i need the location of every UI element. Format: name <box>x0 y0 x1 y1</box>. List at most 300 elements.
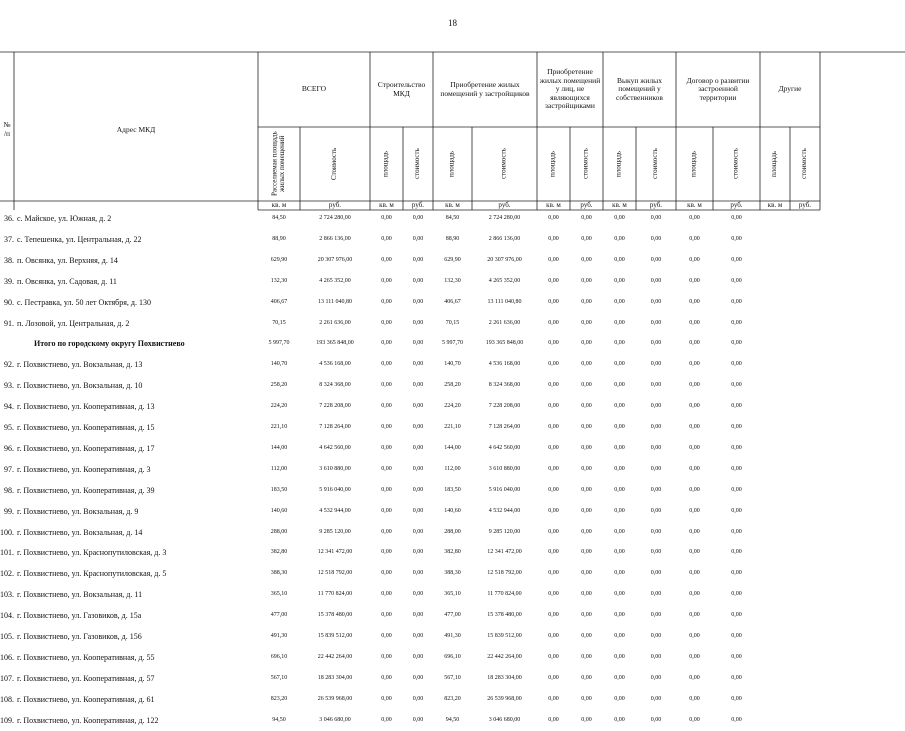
value-cell: 0,00 <box>548 319 559 326</box>
value-cell: 0,00 <box>581 382 592 389</box>
table-row <box>0 396 905 417</box>
value-cell: 0,00 <box>381 695 392 702</box>
value-cell: 3 046 680,00 <box>488 716 521 723</box>
value-cell: 0,00 <box>731 633 742 639</box>
value-cell: 0,00 <box>381 235 392 242</box>
value-cell: 4 532 944,00 <box>319 507 351 514</box>
value-cell: 0,00 <box>412 319 424 326</box>
value-cell: 382,80 <box>444 549 461 556</box>
value-cell: 0,00 <box>412 361 424 368</box>
value-cell: 0,00 <box>548 570 559 577</box>
address-cell <box>0 229 142 250</box>
value-cell: 0,00 <box>381 716 392 723</box>
value-cell: 0,00 <box>548 215 559 221</box>
header-group-total: ВСЕГО <box>301 84 327 94</box>
value-cell: 0,00 <box>614 444 625 451</box>
value-cell: 0,00 <box>412 674 424 681</box>
value-cell: 12 518 792,00 <box>487 570 522 577</box>
subheader-cost: стоимость <box>651 148 660 180</box>
unit-cell: руб. <box>580 201 593 209</box>
value-cell: 0,00 <box>581 528 592 535</box>
value-cell: 629,90 <box>270 256 288 263</box>
value-cell: 0,00 <box>548 486 559 493</box>
value-cell: 4 536 168,00 <box>319 361 351 368</box>
address-cell <box>0 501 138 522</box>
value-cell: 0,00 <box>689 695 700 702</box>
value-cell: 0,00 <box>412 549 424 556</box>
value-cell: 477,00 <box>270 612 288 619</box>
value-cell: 0,00 <box>548 465 559 472</box>
value-cell: 0,00 <box>614 507 625 514</box>
header-group-non-developers: Приобретение жилых помещений у лиц, не являющихся застройщиками <box>539 66 601 111</box>
unit-cell: руб. <box>649 201 663 209</box>
subheader-cost: стоимость <box>731 148 740 180</box>
value-cell: 0,00 <box>614 716 625 723</box>
row-number: 102. <box>0 569 14 579</box>
subheader-area: площадь <box>447 151 456 177</box>
value-cell: 0,00 <box>581 570 592 577</box>
unit-cell: кв. м <box>379 201 394 209</box>
value-cell: 0,00 <box>650 298 662 305</box>
value-cell: 0,00 <box>548 507 559 514</box>
address-text: п. Овсянка, ул. Верхняя, д. 14 <box>17 255 118 265</box>
value-cell: 0,00 <box>614 235 625 242</box>
value-cell: 0,00 <box>614 633 625 639</box>
value-cell: 0,00 <box>689 361 700 368</box>
value-cell: 0,00 <box>731 235 742 242</box>
value-cell: 0,00 <box>412 256 424 263</box>
value-cell: 0,00 <box>689 612 700 619</box>
value-cell: 0,00 <box>689 486 700 493</box>
value-cell: 0,00 <box>614 403 625 410</box>
address-cell <box>0 542 166 563</box>
table-row <box>0 584 905 605</box>
value-cell: 0,00 <box>650 277 662 284</box>
table-row <box>0 229 905 250</box>
value-cell: 0,00 <box>548 549 559 556</box>
value-cell: 491,30 <box>444 633 461 639</box>
value-cell: 0,00 <box>731 591 742 598</box>
value-cell: 94,50 <box>445 716 460 723</box>
value-cell: 0,00 <box>412 486 424 493</box>
address-text: Итого по городскому округу Похвистнево <box>34 339 185 349</box>
value-cell: 224,20 <box>270 403 288 410</box>
address-text: г. Похвистнево, ул. Газовиков, д. 15а <box>17 611 142 621</box>
address-text: г. Похвистнево, ул. Кооперативная, д. 55 <box>17 652 155 662</box>
value-cell: 0,00 <box>614 298 625 305</box>
value-cell: 0,00 <box>650 424 662 430</box>
address-text: с. Майское, ул. Южная, д. 2 <box>17 214 112 223</box>
value-cell: 0,00 <box>548 528 559 535</box>
address-text: г. Похвистнево, ул. Кооперативная, д. 13 <box>17 402 155 412</box>
value-cell: 15 839 512,00 <box>317 633 353 639</box>
value-cell: 365,10 <box>270 591 288 598</box>
value-cell: 20 307 976,00 <box>487 256 522 263</box>
table-row <box>0 417 905 438</box>
value-cell: 112,00 <box>444 465 461 472</box>
address-cell <box>0 250 118 271</box>
value-cell: 0,00 <box>614 361 625 368</box>
value-cell: 258,20 <box>270 382 288 389</box>
value-cell: 0,00 <box>731 486 742 493</box>
value-cell: 70,15 <box>445 319 460 326</box>
value-cell: 365,10 <box>444 591 461 598</box>
table-row <box>0 480 905 501</box>
row-number: 107. <box>0 673 14 683</box>
table-row <box>0 438 905 459</box>
value-cell: 4 642 560,00 <box>319 444 351 451</box>
row-number: 101. <box>0 548 14 558</box>
value-cell: 0,00 <box>689 215 700 221</box>
value-cell: 0,00 <box>412 444 424 451</box>
value-cell: 84,50 <box>445 215 460 221</box>
header-group-development-agreement: Договор о развитии застроенной территории <box>686 75 750 102</box>
value-cell: 4 265 352,00 <box>319 277 351 284</box>
value-cell: 0,00 <box>731 424 742 430</box>
value-cell: 0,00 <box>731 277 742 284</box>
address-text: г. Похвистнево, ул. Вокзальная, д. 14 <box>17 527 143 537</box>
table-row <box>0 208 905 229</box>
value-cell: 0,00 <box>689 570 700 577</box>
value-cell: 0,00 <box>581 340 592 347</box>
address-cell <box>0 396 155 417</box>
subheader-area: площадь <box>770 151 779 177</box>
address-text: г. Похвистнево, ул. Кооперативная, д. 61 <box>17 694 155 704</box>
value-cell: 0,00 <box>650 256 662 263</box>
value-cell: 0,00 <box>381 591 392 598</box>
subheader-cost: стоимость <box>800 148 809 180</box>
value-cell: 0,00 <box>381 382 392 389</box>
row-number: 93. <box>4 381 14 391</box>
row-number: 98. <box>4 485 14 495</box>
value-cell: 0,00 <box>650 612 662 619</box>
value-cell: 0,00 <box>381 298 392 305</box>
page-number: 18 <box>448 18 457 28</box>
row-number: 99. <box>4 506 14 516</box>
row-number: 109. <box>0 715 14 725</box>
value-cell: 0,00 <box>689 653 700 660</box>
value-cell: 0,00 <box>581 549 592 556</box>
header-group-other: Другие <box>778 84 802 94</box>
value-cell: 132,30 <box>444 277 461 284</box>
value-cell: 0,00 <box>548 716 559 723</box>
value-cell: 0,00 <box>548 256 559 263</box>
value-cell: 12 341 472,00 <box>487 549 522 556</box>
value-cell: 0,00 <box>581 424 592 430</box>
value-cell: 0,00 <box>731 319 742 326</box>
address-text: г. Похвистнево, ул. Газовиков, д. 156 <box>17 632 142 641</box>
value-cell: 696,10 <box>270 653 288 660</box>
value-cell: 0,00 <box>650 235 662 242</box>
value-cell: 11 770 824,00 <box>317 591 353 598</box>
value-cell: 132,30 <box>270 277 288 284</box>
value-cell: 0,00 <box>614 424 625 430</box>
value-cell: 0,00 <box>614 695 625 702</box>
address-cell <box>0 710 159 731</box>
value-cell: 0,00 <box>412 528 424 535</box>
table-row <box>0 689 905 710</box>
value-cell: 0,00 <box>731 528 742 535</box>
value-cell: 0,00 <box>689 298 700 305</box>
row-number: 104. <box>0 611 14 621</box>
value-cell: 477,00 <box>444 612 461 619</box>
value-cell: 7 228 208,00 <box>488 403 521 410</box>
address-cell <box>0 375 142 396</box>
subheader-cost: Стоимость <box>330 147 339 181</box>
value-cell: 0,00 <box>614 528 625 535</box>
value-cell: 15 378 480,00 <box>487 612 522 619</box>
unit-cell: руб. <box>498 201 511 209</box>
table-row <box>0 522 905 543</box>
subheader-area: площадь <box>689 151 698 177</box>
header-group-developers: Приобретение жилых помещений у застройщиков <box>440 79 530 98</box>
value-cell: 0,00 <box>381 570 392 577</box>
value-cell: 0,00 <box>689 424 700 430</box>
value-cell: 7 128 264,00 <box>488 424 521 430</box>
value-cell: 0,00 <box>614 591 625 598</box>
value-cell: 112,00 <box>270 465 288 472</box>
subheader-area: площадь <box>548 151 557 177</box>
unit-cell: руб. <box>730 201 743 209</box>
value-cell: 193 365 848,00 <box>316 340 354 347</box>
value-cell: 5 916 040,00 <box>319 486 351 493</box>
value-cell: 0,00 <box>731 340 742 347</box>
value-cell: 13 111 040,80 <box>317 298 353 305</box>
value-cell: 4 265 352,00 <box>488 277 521 284</box>
value-cell: 567,10 <box>270 674 288 681</box>
row-number: 97. <box>4 464 14 474</box>
value-cell: 3 046 680,00 <box>319 716 351 723</box>
value-cell: 0,00 <box>689 256 700 263</box>
address-text: с. Пестравка, ул. 50 лет Октября, д. 130 <box>17 297 151 307</box>
row-number: 96. <box>4 443 14 453</box>
value-cell: 0,00 <box>731 612 742 619</box>
value-cell: 567,10 <box>444 674 461 681</box>
value-cell: 0,00 <box>581 716 592 723</box>
value-cell: 0,00 <box>650 382 662 389</box>
value-cell: 0,00 <box>731 549 742 556</box>
row-number: 39. <box>4 276 14 286</box>
address-text: с. Тепешенка, ул. Центральная, д. 22 <box>17 234 142 244</box>
value-cell: 8 324 368,00 <box>488 382 521 389</box>
value-cell: 0,00 <box>581 507 592 514</box>
address-cell <box>0 417 155 438</box>
value-cell: 258,20 <box>444 382 461 389</box>
value-cell: 0,00 <box>731 716 742 723</box>
value-cell: 0,00 <box>650 507 662 514</box>
value-cell: 0,00 <box>581 361 592 368</box>
value-cell: 26 539 968,00 <box>317 695 353 702</box>
subheader-area: площадь <box>614 151 623 177</box>
table-row <box>0 375 905 396</box>
value-cell: 0,00 <box>381 424 392 430</box>
value-cell: 3 610 880,00 <box>488 465 521 472</box>
value-cell: 696,10 <box>444 653 461 660</box>
value-cell: 0,00 <box>614 277 625 284</box>
value-cell: 4 532 944,00 <box>488 507 521 514</box>
value-cell: 0,00 <box>412 403 424 410</box>
value-cell: 0,00 <box>548 653 559 660</box>
address-text: г. Похвистнево, ул. Кооперативная, д. 15 <box>17 423 155 432</box>
value-cell: 0,00 <box>689 674 700 681</box>
table-row <box>0 605 905 626</box>
value-cell: 22 442 264,00 <box>487 653 522 660</box>
value-cell: 22 442 264,00 <box>317 653 353 660</box>
value-cell: 88,90 <box>272 235 286 242</box>
value-cell: 0,00 <box>381 612 392 619</box>
value-cell: 288,00 <box>444 528 461 535</box>
value-cell: 288,00 <box>270 528 288 535</box>
value-cell: 0,00 <box>650 465 662 472</box>
value-cell: 0,00 <box>548 633 559 639</box>
value-cell: 7 128 264,00 <box>319 424 351 430</box>
unit-cell: кв. м <box>445 201 460 209</box>
value-cell: 0,00 <box>614 465 625 472</box>
value-cell: 0,00 <box>689 716 700 723</box>
value-cell: 2 261 636,00 <box>488 319 521 326</box>
value-cell: 0,00 <box>548 298 559 305</box>
address-text: г. Похвистнево, ул. Вокзальная, д. 11 <box>17 590 143 600</box>
value-cell: 0,00 <box>581 319 592 326</box>
value-cell: 0,00 <box>412 591 424 598</box>
address-cell <box>0 438 155 459</box>
address-cell <box>0 647 155 668</box>
address-cell <box>0 459 151 480</box>
table-row <box>0 271 905 292</box>
subheader-resettled-area: Расселяемая площадь жилых помещений <box>270 131 286 197</box>
value-cell: 0,00 <box>412 235 424 242</box>
value-cell: 0,00 <box>689 507 700 514</box>
value-cell: 0,00 <box>412 507 424 514</box>
value-cell: 0,00 <box>381 403 392 410</box>
value-cell: 0,00 <box>381 444 392 451</box>
row-number: 105. <box>0 632 14 641</box>
value-cell: 0,00 <box>548 444 559 451</box>
value-cell: 0,00 <box>614 570 625 577</box>
value-cell: 13 111 040,80 <box>487 298 522 305</box>
table-row <box>0 501 905 522</box>
value-cell: 0,00 <box>650 674 662 681</box>
subheader-cost: стоимость <box>499 148 508 180</box>
value-cell: 88,90 <box>445 235 460 242</box>
address-cell <box>0 313 129 334</box>
address-cell <box>0 480 155 501</box>
value-cell: 3 610 880,00 <box>319 465 351 472</box>
value-cell: 5 997,70 <box>268 340 290 347</box>
address-text: п. Лозовой, ул. Центральная, д. 2 <box>17 318 130 328</box>
address-text: г. Похвистнево, ул. Кооперативная, д. 39 <box>17 485 155 495</box>
value-cell: 0,00 <box>548 340 559 347</box>
value-cell: 26 539 968,00 <box>487 695 522 702</box>
address-text: г. Похвистнево, ул. Кооперативная, д. 17 <box>17 443 155 453</box>
value-cell: 0,00 <box>731 570 742 577</box>
address-cell <box>0 563 166 584</box>
value-cell: 0,00 <box>548 235 559 242</box>
address-cell <box>0 689 155 710</box>
value-cell: 0,00 <box>381 674 392 681</box>
value-cell: 0,00 <box>548 403 559 410</box>
value-cell: 0,00 <box>689 465 700 472</box>
row-number: 100. <box>0 527 14 537</box>
table-row <box>0 542 905 563</box>
value-cell: 0,00 <box>650 695 662 702</box>
value-cell: 2 724 280,00 <box>488 215 521 221</box>
value-cell: 0,00 <box>548 612 559 619</box>
value-cell: 0,00 <box>412 277 424 284</box>
row-number: 91. <box>4 318 14 328</box>
address-text: г. Похвистнево, ул. Кооперативная, д. 3 <box>17 464 151 474</box>
value-cell: 0,00 <box>581 465 592 472</box>
unit-cell: руб. <box>798 201 812 209</box>
subheader-area: площадь <box>381 151 390 177</box>
value-cell: 0,00 <box>412 424 424 430</box>
value-cell: 0,00 <box>731 382 742 389</box>
value-cell: 11 770 824,00 <box>487 591 522 598</box>
value-cell: 0,00 <box>689 528 700 535</box>
value-cell: 0,00 <box>731 444 742 451</box>
value-cell: 0,00 <box>381 256 392 263</box>
address-cell <box>0 584 142 605</box>
value-cell: 0,00 <box>381 653 392 660</box>
value-cell: 491,30 <box>270 633 288 639</box>
value-cell: 2 866 136,00 <box>488 235 521 242</box>
value-cell: 0,00 <box>581 612 592 619</box>
address-cell <box>0 208 111 229</box>
value-cell: 12 518 792,00 <box>317 570 353 577</box>
value-cell: 0,00 <box>731 215 742 221</box>
value-cell: 4 536 168,00 <box>488 361 521 368</box>
value-cell: 0,00 <box>548 424 559 430</box>
value-cell: 183,50 <box>270 486 288 493</box>
value-cell: 0,00 <box>381 340 392 347</box>
value-cell: 140,60 <box>444 507 461 514</box>
value-cell: 0,00 <box>614 340 625 347</box>
table-row <box>0 668 905 689</box>
value-cell: 0,00 <box>650 653 662 660</box>
address-cell <box>0 354 142 375</box>
row-number: 90. <box>4 297 14 307</box>
address-cell <box>0 668 155 689</box>
value-cell: 5 997,70 <box>442 340 463 347</box>
value-cell: 0,00 <box>650 486 662 493</box>
value-cell: 0,00 <box>650 633 662 639</box>
address-cell <box>0 271 117 292</box>
value-cell: 0,00 <box>614 612 625 619</box>
value-cell: 0,00 <box>412 465 424 472</box>
value-cell: 0,00 <box>689 403 700 410</box>
unit-cell: кв. м <box>271 201 287 209</box>
value-cell: 0,00 <box>689 591 700 598</box>
value-cell: 0,00 <box>731 465 742 472</box>
value-cell: 12 341 472,00 <box>317 549 353 556</box>
value-cell: 0,00 <box>581 235 592 242</box>
row-number: 92. <box>4 360 14 370</box>
address-text: г. Похвистнево, ул. Кооперативная, д. 57 <box>17 673 155 683</box>
value-cell: 4 642 560,00 <box>488 444 521 451</box>
value-cell: 221,10 <box>270 424 288 430</box>
value-cell: 144,00 <box>444 444 461 451</box>
value-cell: 0,00 <box>548 277 559 284</box>
value-cell: 7 228 208,00 <box>319 403 351 410</box>
row-number: 95. <box>4 423 14 432</box>
value-cell: 0,00 <box>381 319 392 326</box>
value-cell: 0,00 <box>581 486 592 493</box>
value-cell: 20 307 976,00 <box>317 256 353 263</box>
value-cell: 18 283 304,00 <box>317 674 353 681</box>
value-cell: 0,00 <box>689 340 700 347</box>
address-text: г. Похвистнево, ул. Вокзальная, д. 13 <box>17 360 143 370</box>
value-cell: 9 285 120,00 <box>488 528 521 535</box>
